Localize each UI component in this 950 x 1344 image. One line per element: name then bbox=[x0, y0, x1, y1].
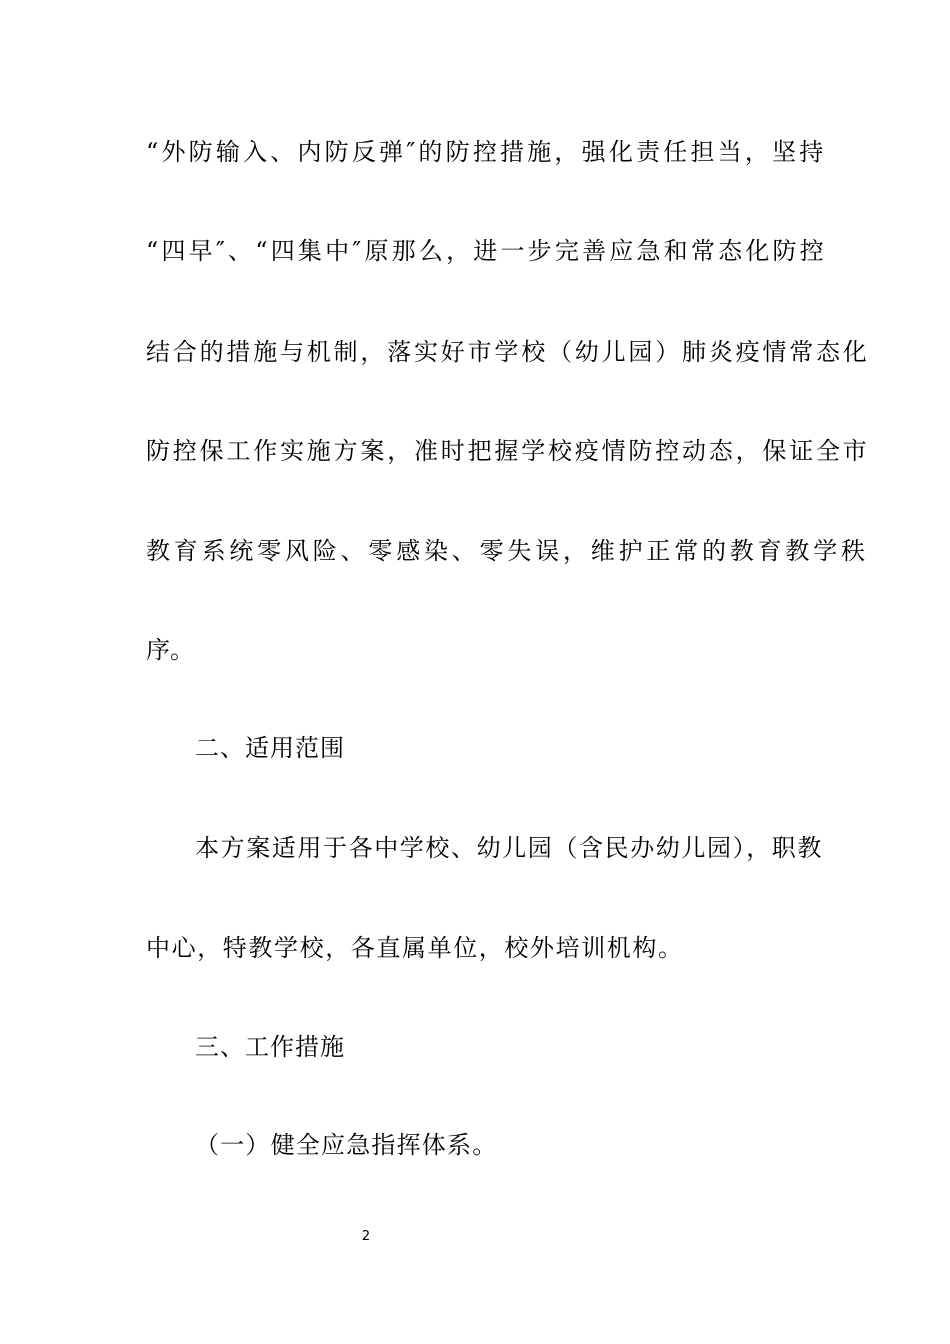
page-number: 2 bbox=[361, 1229, 371, 1244]
section-heading-measures: 三、工作措施 bbox=[195, 1033, 345, 1061]
paragraph-line: “四早″、“四集中″原那么，进一步完善应急和常态化防控 bbox=[146, 237, 827, 265]
paragraph-line: 结合的措施与机制，落实好市学校（幼儿园）肺炎疫情常态化 bbox=[146, 338, 870, 366]
subheading-command-system: （一）健全应急指挥体系。 bbox=[195, 1131, 498, 1159]
paragraph-line: “外防输入、内防反弹″的防控措施，强化责任担当，坚持 bbox=[146, 138, 827, 166]
paragraph-line: 中心，特教学校，各直属单位，校外培训机构。 bbox=[146, 934, 684, 962]
paragraph-line: 防控保工作实施方案，准时把握学校疫情防控动态，保证全市 bbox=[146, 437, 870, 465]
paragraph-line: 教育系统零风险、零感染、零失误，维护正常的教育教学秩 bbox=[146, 537, 869, 565]
paragraph-line: 本方案适用于各中学校、幼儿园（含民办幼儿园），职教 bbox=[195, 834, 823, 862]
section-heading-scope: 二、适用范围 bbox=[195, 734, 345, 762]
paragraph-line: 序。 bbox=[146, 636, 194, 664]
